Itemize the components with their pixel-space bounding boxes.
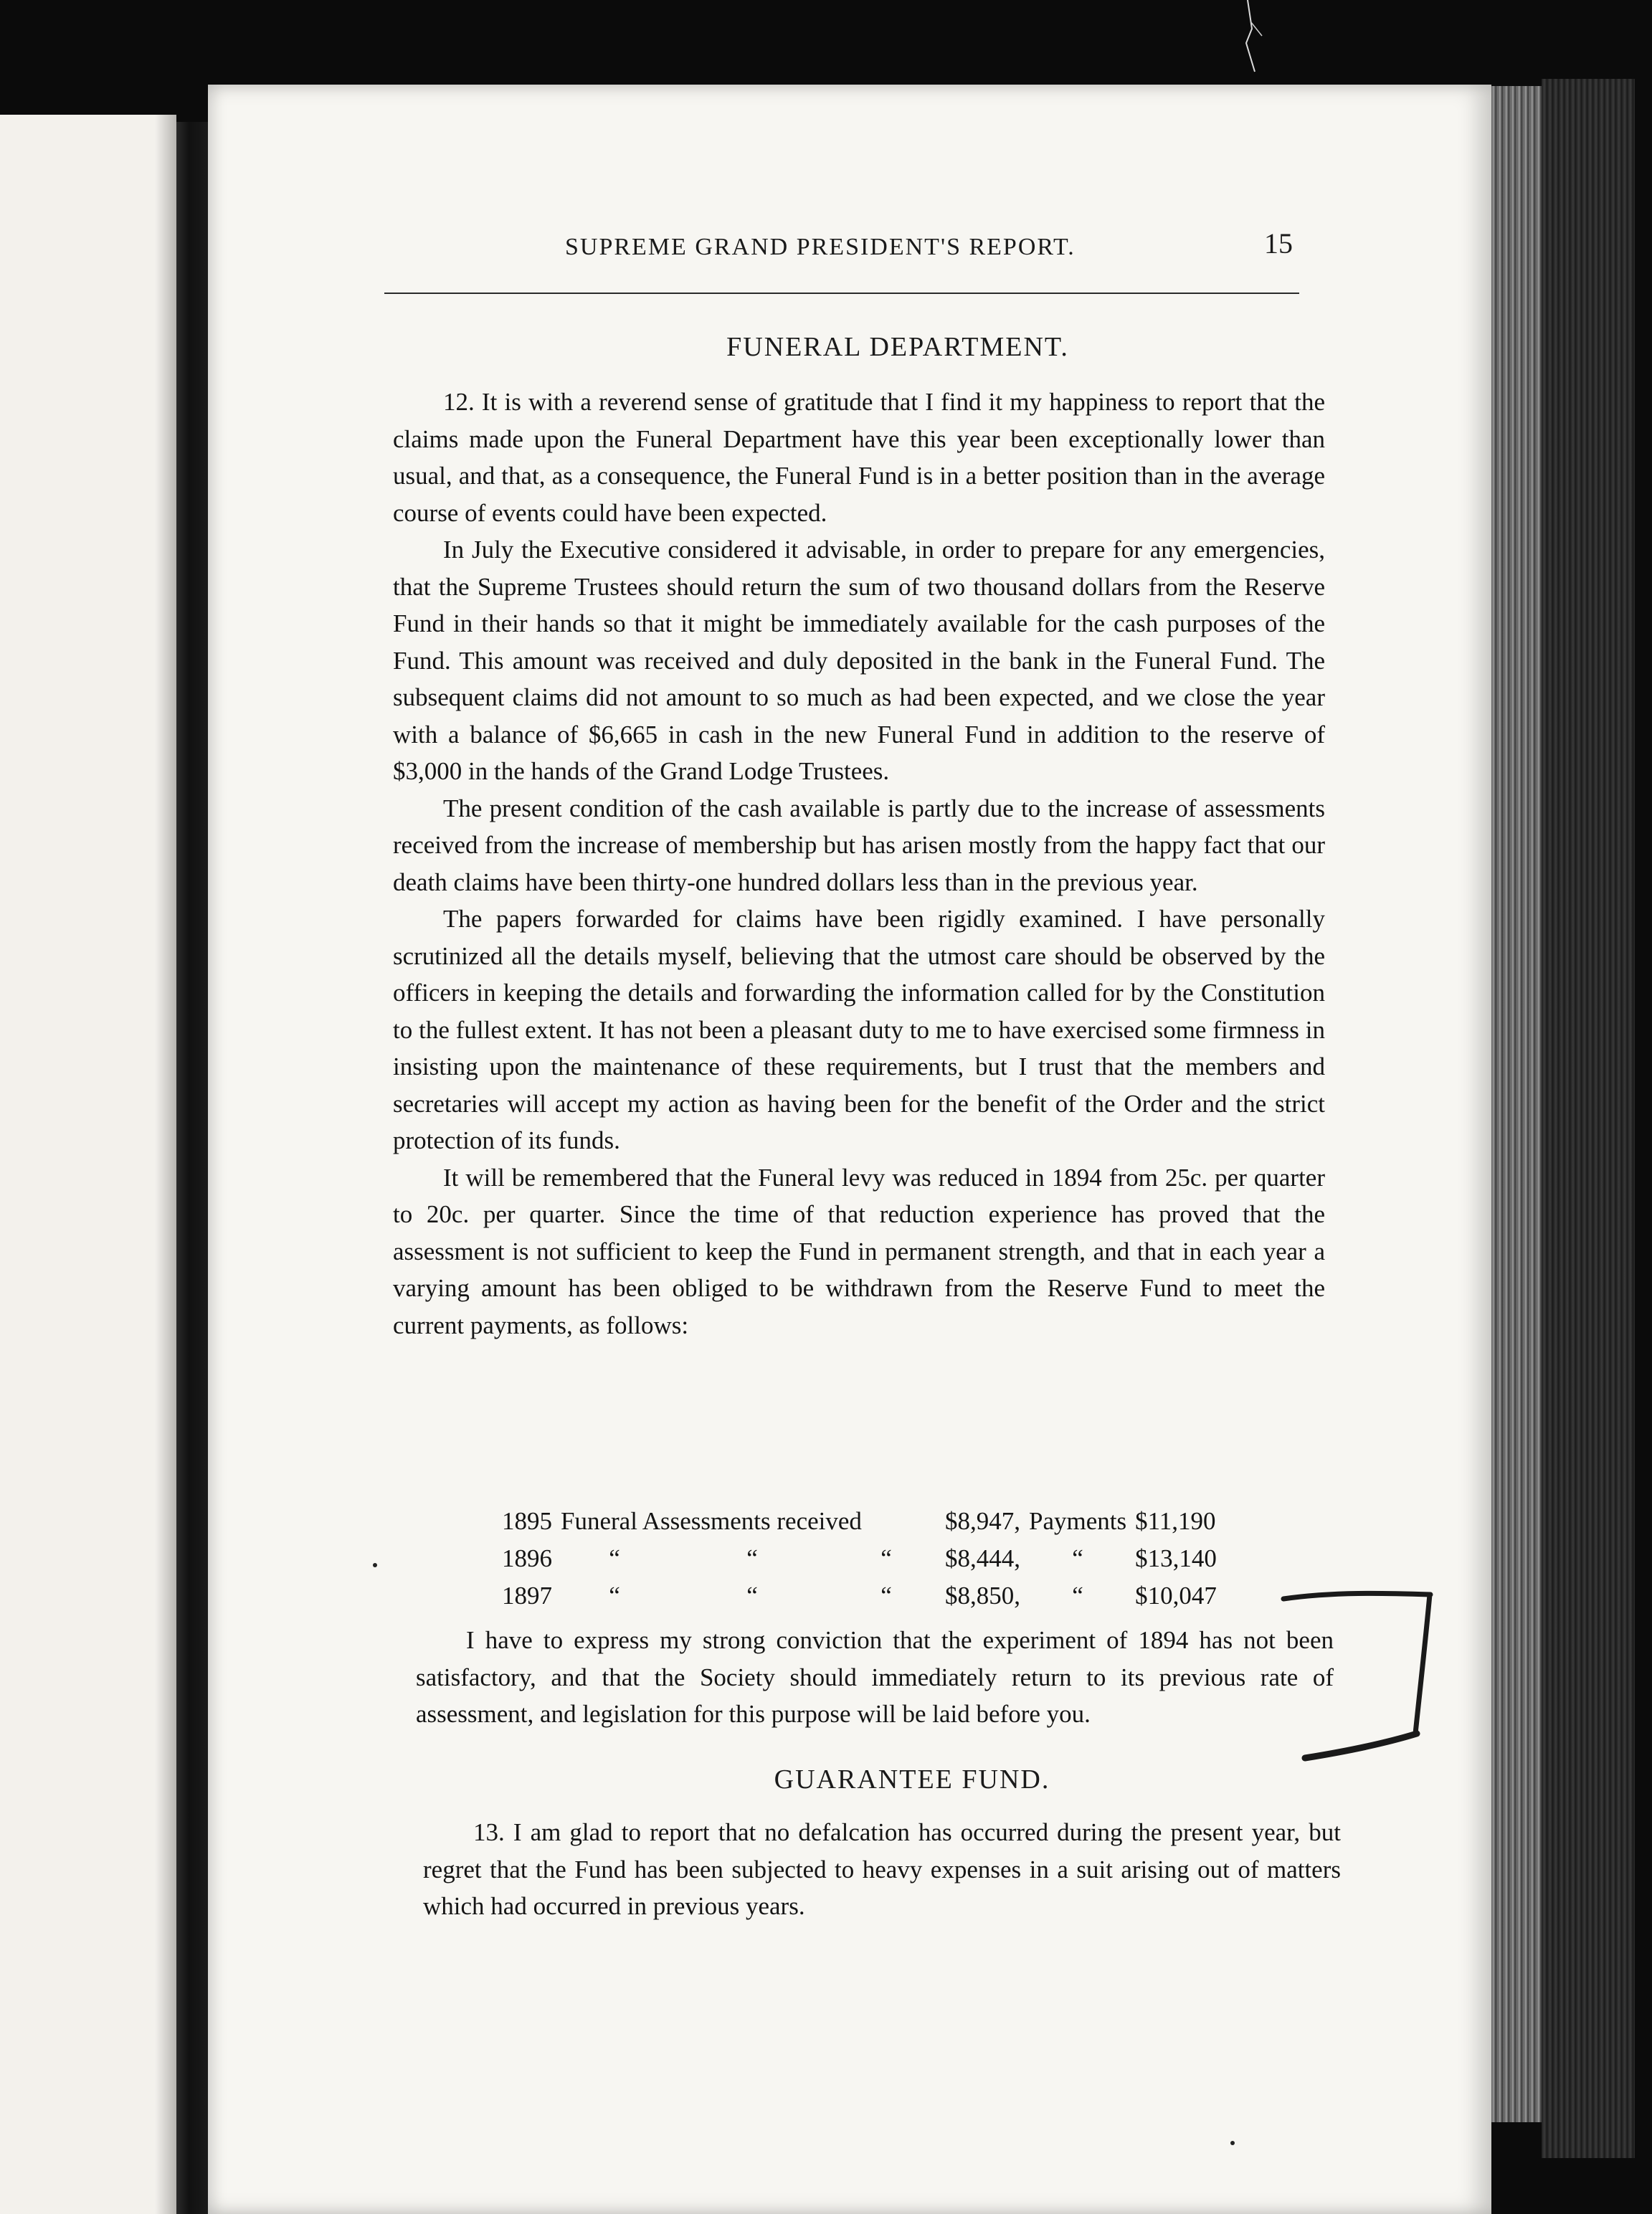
paragraph-funeral-levy: It will be remembered that the Funeral levy was reduced in 1894 from 25c. per quarter to 20c. per quarter. Since the time of that reduction experience has proved that the assessment is not sufficient to keep the Fund in permanent strength, and that in each year a varying amount has been obliged to be withdrawn from the Reserve Fund to meet the current payments, as follows: xyxy=(393,1163,1325,1339)
paragraph-12: 12. It is with a reverend sense of gratitude that I find it my happiness to report that the claims made upon the Funeral Department have this year been exceptionally lower than usual, and that, as a consequence, the Funeral Fund is in a better position than in the average course of events could have been expected. xyxy=(393,388,1325,527)
paper-fiber-mark xyxy=(1219,0,1305,79)
ink-speck xyxy=(373,1563,377,1567)
ditto-cell: “ xyxy=(609,1582,620,1610)
label-cell: Funeral Assessments received xyxy=(561,1507,862,1535)
book-cover-edge xyxy=(1542,79,1635,2158)
table-row xyxy=(502,1540,1225,1577)
section-title-funeral: FUNERAL DEPARTMENT. xyxy=(726,332,1069,362)
running-head: SUPREME GRAND PRESIDENT'S REPORT. xyxy=(565,234,1076,260)
page-stack-edge xyxy=(1491,86,1542,2122)
ditto-cell: “ xyxy=(1072,1544,1083,1572)
body-text-block-1 xyxy=(393,384,1325,1344)
handwritten-bracket-mark xyxy=(1276,1577,1448,1778)
ink-speck xyxy=(1230,2141,1235,2145)
year-cell: 1896 xyxy=(502,1544,552,1572)
payments-label-cell: Payments xyxy=(1029,1507,1127,1535)
header-rule xyxy=(384,293,1299,294)
year-cell: 1895 xyxy=(502,1507,552,1535)
book-gutter xyxy=(176,122,208,2214)
ditto-cell: “ xyxy=(880,1582,892,1610)
table-row xyxy=(502,1503,1225,1540)
paragraph-claims-papers: The papers forwarded for claims have been rigidly examined. I have personally scrutinized all the details myself, believing that the utmost care should be observed by the officers in keeping the details and forwarding the information called for by the Constitution to the fullest extent. It has not been a pleasant duty to me to have exercised some firmness in insisting upon the maintenance of these requirements, but I trust that the members and secretaries will accept my action as having been for the benefit of the Order and the strict protection of its funds. xyxy=(393,905,1325,1154)
payments-cell: $10,047 xyxy=(1135,1582,1217,1610)
facing-page-edge xyxy=(0,115,176,2214)
paragraph-13: 13. I am glad to report that no defalcation has occurred during the present year, but regret that the Fund has been subjected to heavy expenses in a suit arising out of matters which had occurred in previous years. xyxy=(423,1818,1341,1920)
received-cell: $8,850, xyxy=(945,1582,1020,1610)
received-cell: $8,444, xyxy=(945,1544,1020,1572)
ditto-cell: “ xyxy=(880,1544,892,1572)
ditto-cell: “ xyxy=(1072,1582,1083,1610)
ditto-cell: “ xyxy=(609,1544,620,1572)
paragraph-conviction: I have to express my strong conviction that the experiment of 1894 has not been satisfactory, and that the Society should immediately return to its previous rate of assessment, and legislation for this purpose will be laid before you. xyxy=(416,1626,1334,1728)
paragraph-cash-condition: The present condition of the cash available is partly due to the increase of assessments received from the increase of membership but has arisen mostly from the happy fact that our death claims have been thirty-one hundred dollars less than in the previous year. xyxy=(393,794,1325,896)
page-number: 15 xyxy=(1264,227,1293,260)
payments-cell: $13,140 xyxy=(1135,1544,1217,1572)
assessments-table xyxy=(502,1503,1225,1615)
paragraph-executive: In July the Executive considered it advisable, in order to prepare for any emergencies, that the Supreme Trustees should return the sum of two thousand dollars from the Reserve Fund in their hands so that it might be immediately available for the cash purposes of the Fund. This amount was received and duly deposited in the bank in the Funeral Fund. The subsequent claims did not amount to so much as had been expected, and we close the year with a balance of $6,665 in cash in the new Funeral Fund in addition to the reserve of $3,000 in the hands of the Grand Lodge Trustees. xyxy=(393,536,1325,785)
year-cell: 1897 xyxy=(502,1582,552,1610)
section-title-guarantee: GUARANTEE FUND. xyxy=(774,1764,1050,1795)
ditto-cell: “ xyxy=(746,1582,758,1610)
table-row xyxy=(502,1577,1225,1615)
ditto-cell: “ xyxy=(746,1544,758,1572)
body-text-block-3 xyxy=(423,1814,1341,1925)
body-text-block-2 xyxy=(416,1622,1334,1733)
received-cell: $8,947, xyxy=(945,1507,1020,1535)
payments-cell: $11,190 xyxy=(1135,1507,1216,1535)
